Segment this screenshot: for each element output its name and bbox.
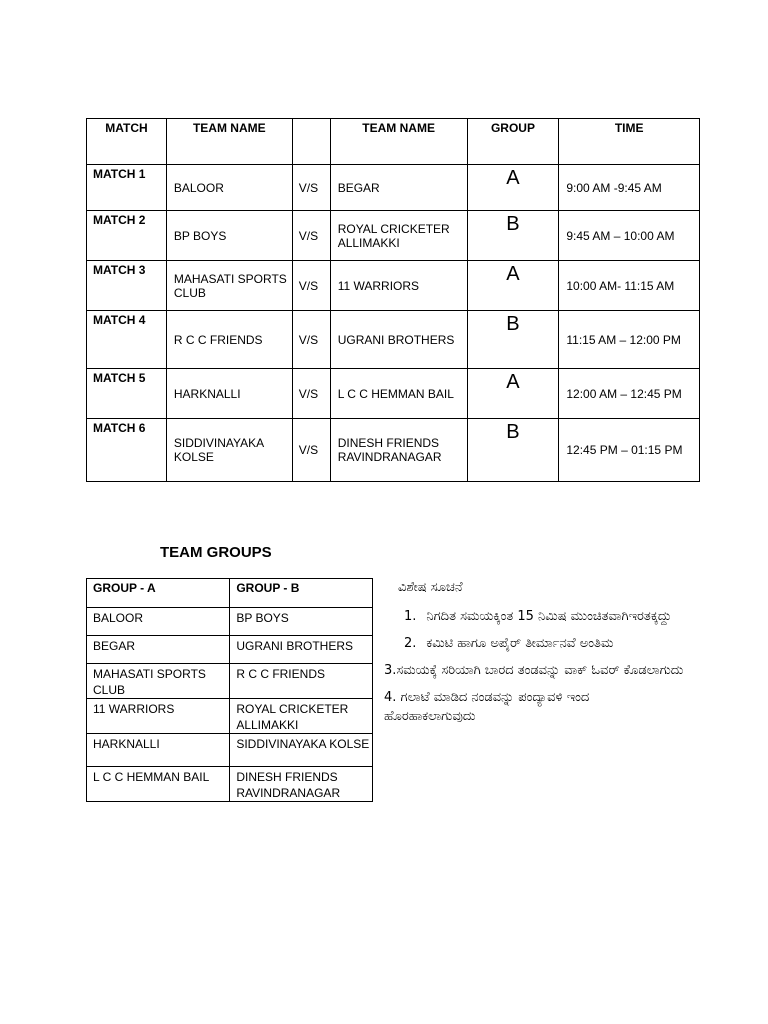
match-time: 9:45 AM – 10:00 AM	[559, 211, 700, 261]
header-time: TIME	[559, 119, 700, 165]
vs-label: V/S	[292, 165, 330, 211]
header-vs	[292, 119, 330, 165]
header-team-name-1: TEAM NAME	[166, 119, 292, 165]
schedule-header-row	[87, 119, 700, 165]
table-row	[87, 211, 700, 261]
header-team-name-2: TEAM NAME	[330, 119, 467, 165]
groups-header-row	[87, 579, 373, 608]
team-name: SIDDIVINAYAKA KOLSE	[166, 419, 292, 482]
table-row	[87, 165, 700, 211]
match-schedule-table	[86, 118, 700, 482]
group-a-team: L C C HEMMAN BAIL	[87, 767, 230, 802]
group-a-team: BALOOR	[87, 608, 230, 636]
notice-item-number: 2.	[404, 636, 417, 651]
notice-item	[384, 634, 684, 653]
notice-title: ವಿಶೇಷ ಸೂಚನೆ	[398, 580, 463, 595]
group-b-team: UGRANI BROTHERS	[230, 636, 373, 664]
notice-item-text: 4. ಗಲಾಟೆ ಮಾಡಿದ ನಂಡವನ್ನು ಪಂದ್ಯಾವಳಿ ಇಂದ ಹೊರಹಾಕಲಾಗುವುದು	[384, 690, 590, 724]
team-name: MAHASATI SPORTS CLUB	[166, 261, 292, 311]
notice-item	[384, 607, 684, 626]
match-time: 12:00 AM – 12:45 PM	[559, 369, 700, 419]
header-group-b: GROUP - B	[230, 579, 373, 608]
match-label: MATCH 2	[87, 211, 167, 261]
notice-item	[384, 661, 684, 680]
vs-label: V/S	[292, 369, 330, 419]
match-time: 9:00 AM -9:45 AM	[559, 165, 700, 211]
team-name: R C C FRIENDS	[166, 311, 292, 369]
header-match: MATCH	[87, 119, 167, 165]
header-group: GROUP	[467, 119, 559, 165]
table-row	[87, 699, 373, 734]
notice-item-text: ಕಮಿಟಿ ಹಾಗೂ ಅಪೈರ್ ತೀರ್ಮಾನವೆ ಅಂತಿಮ	[426, 636, 614, 651]
team-name: UGRANI BROTHERS	[330, 311, 467, 369]
team-name: BP BOYS	[166, 211, 292, 261]
table-row	[87, 369, 700, 419]
notice-item-number: 1.	[404, 609, 417, 624]
vs-label: V/S	[292, 419, 330, 482]
team-groups-title: TEAM GROUPS	[160, 544, 272, 561]
vs-label: V/S	[292, 261, 330, 311]
group-b-team: BP BOYS	[230, 608, 373, 636]
group-label: A	[467, 261, 559, 311]
table-row	[87, 311, 700, 369]
team-name: DINESH FRIENDS RAVINDRANAGAR	[330, 419, 467, 482]
team-name: L C C HEMMAN BAIL	[330, 369, 467, 419]
group-b-team: SIDDIVINAYAKA KOLSE	[230, 734, 373, 767]
vs-label: V/S	[292, 211, 330, 261]
match-time: 10:00 AM- 11:15 AM	[559, 261, 700, 311]
group-a-team: MAHASATI SPORTS CLUB	[87, 664, 230, 699]
group-b-team: ROYAL CRICKETER ALLIMAKKI	[230, 699, 373, 734]
group-label: B	[467, 211, 559, 261]
special-notice	[384, 578, 684, 734]
match-label: MATCH 5	[87, 369, 167, 419]
group-b-team: DINESH FRIENDS RAVINDRANAGAR	[230, 767, 373, 802]
team-name: 11 WARRIORS	[330, 261, 467, 311]
match-label: MATCH 3	[87, 261, 167, 311]
group-a-team: BEGAR	[87, 636, 230, 664]
table-row	[87, 636, 373, 664]
table-row	[87, 664, 373, 699]
group-label: A	[467, 165, 559, 211]
table-row	[87, 734, 373, 767]
notice-item	[384, 688, 684, 726]
match-time: 12:45 PM – 01:15 PM	[559, 419, 700, 482]
group-a-team: HARKNALLI	[87, 734, 230, 767]
match-label: MATCH 1	[87, 165, 167, 211]
group-b-team: R C C FRIENDS	[230, 664, 373, 699]
team-name: BEGAR	[330, 165, 467, 211]
team-name: HARKNALLI	[166, 369, 292, 419]
team-name: BALOOR	[166, 165, 292, 211]
match-label: MATCH 4	[87, 311, 167, 369]
header-group-a: GROUP - A	[87, 579, 230, 608]
group-label: B	[467, 419, 559, 482]
team-name: ROYAL CRICKETER ALLIMAKKI	[330, 211, 467, 261]
match-time: 11:15 AM – 12:00 PM	[559, 311, 700, 369]
match-label: MATCH 6	[87, 419, 167, 482]
table-row	[87, 419, 700, 482]
vs-label: V/S	[292, 311, 330, 369]
notice-item-text: ನಿಗದಿತ ಸಮಯಕ್ಕಿಂತ 15 ನಿಮಿಷ ಮುಂಚಿತವಾಗಿಇರತಕ್ಕದ್ದು	[426, 609, 672, 624]
group-label: A	[467, 369, 559, 419]
table-row	[87, 608, 373, 636]
group-label: B	[467, 311, 559, 369]
group-a-team: 11 WARRIORS	[87, 699, 230, 734]
table-row	[87, 767, 373, 802]
table-row	[87, 261, 700, 311]
team-groups-table	[86, 578, 373, 802]
notice-item-text: 3.ಸಮಯಕ್ಕೆ ಸರಿಯಾಗಿ ಬಾರದ ತಂಡವನ್ನು ವಾಕ್ ಓವರ್ ಕೊಡಲಾಗುದು	[384, 663, 684, 678]
